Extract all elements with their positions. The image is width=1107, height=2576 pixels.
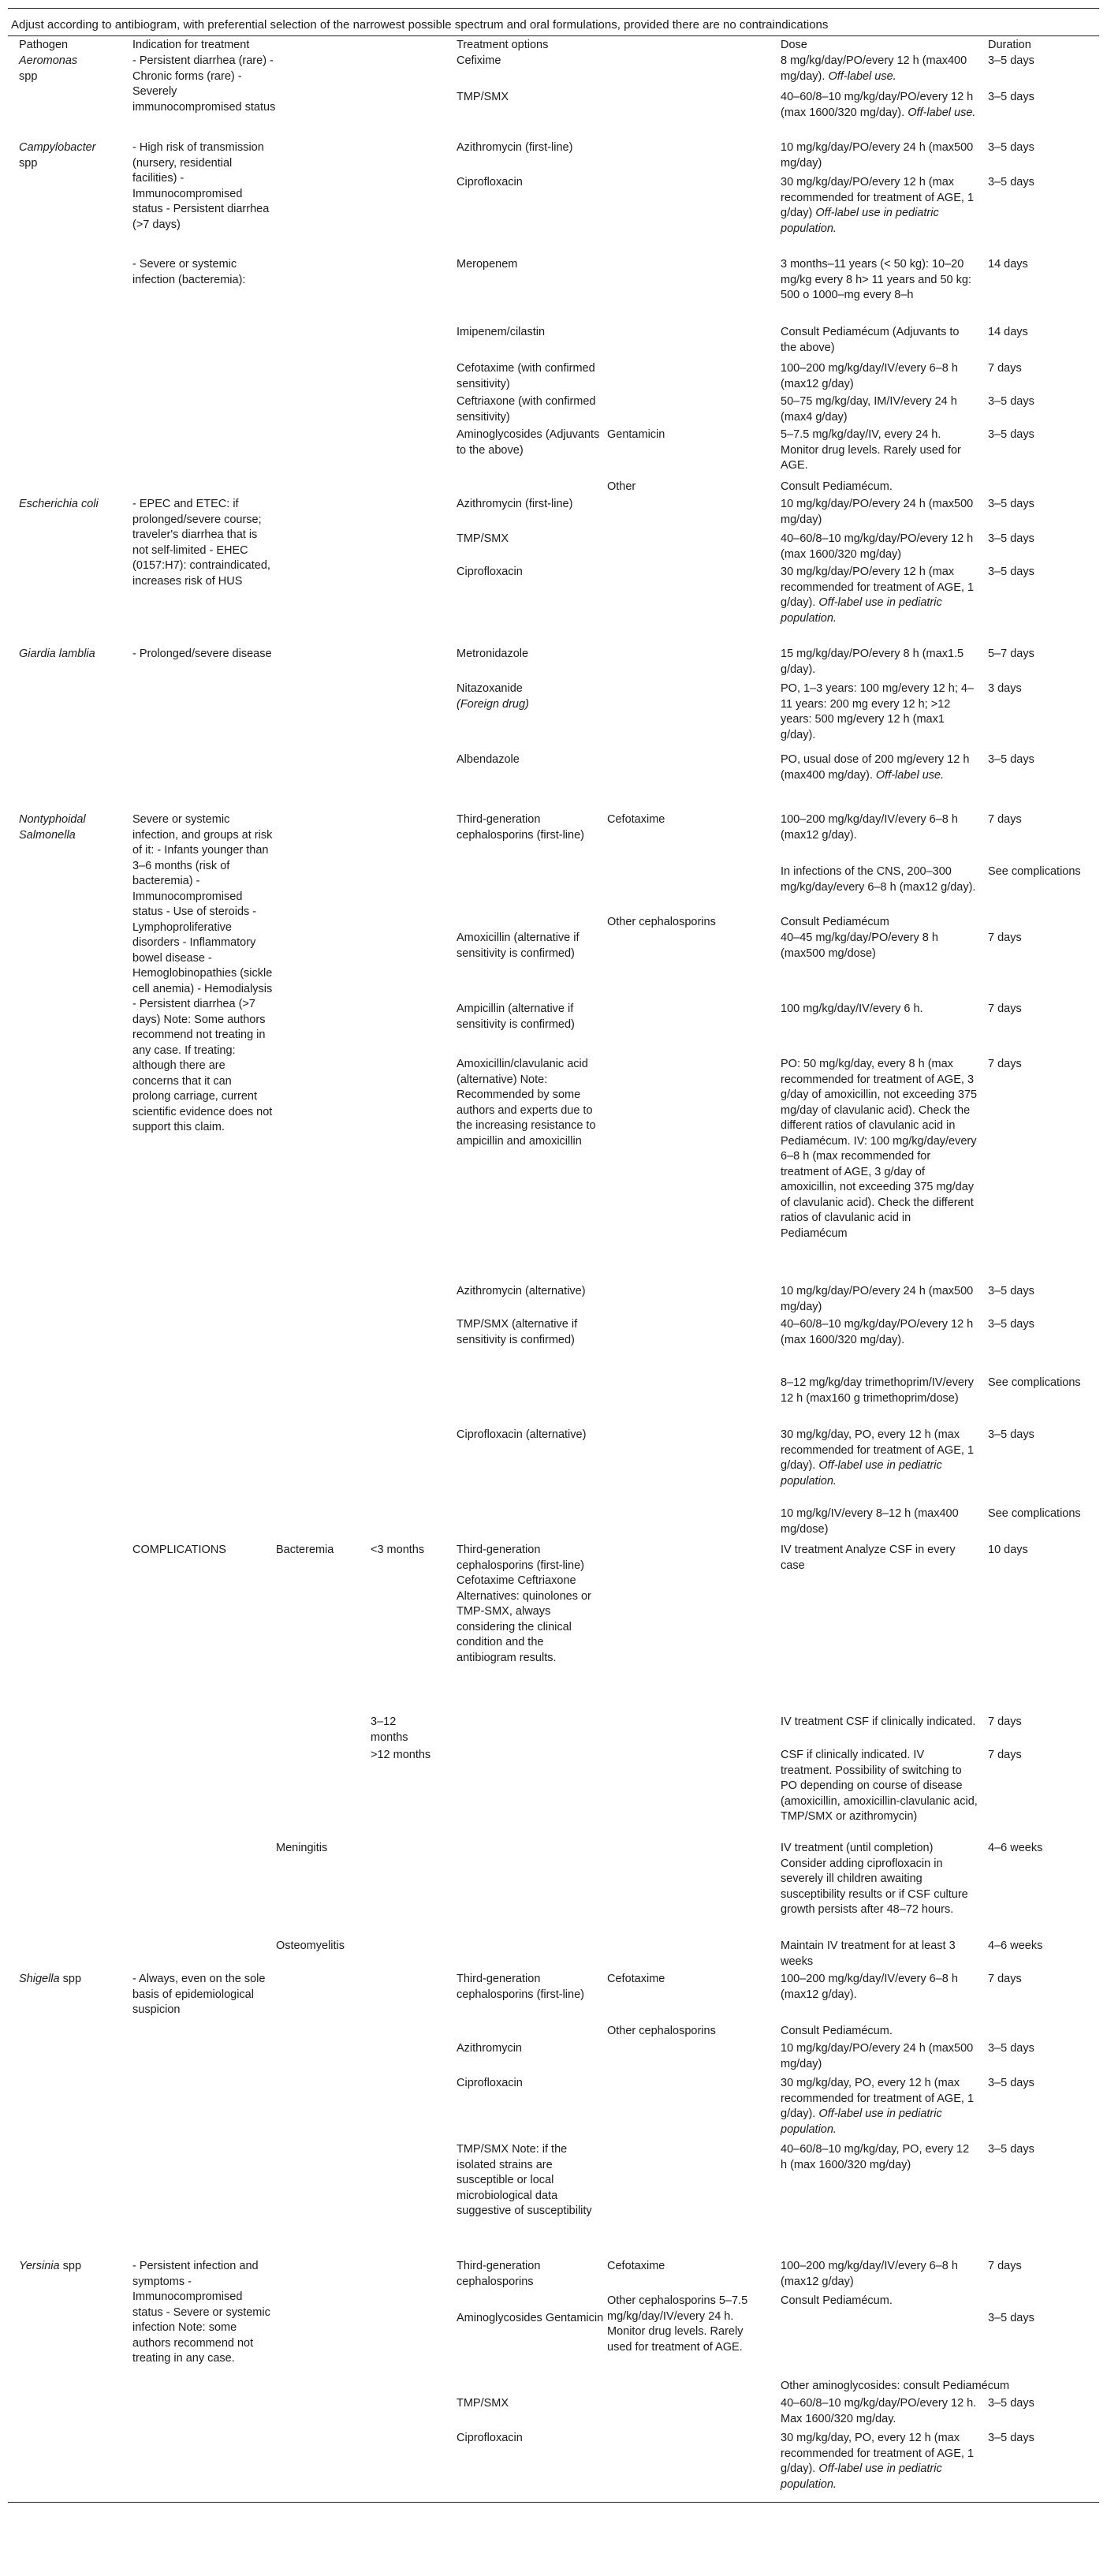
option-imipenem: Imipenem/cilastin: [457, 326, 546, 338]
duration-meropenem: 14 days: [988, 258, 1028, 271]
dose-bacteremia-under-3-months: IV treatment Analyze CSF in every case: [781, 1544, 956, 1572]
sub-other-cephalosporins: Other cephalosporins: [607, 916, 716, 928]
duration-ciprofloxacin: 3–5 days: [988, 176, 1034, 189]
option-ciprofloxacin: Ciprofloxacin: [457, 176, 523, 189]
header-pathogen: Pathogen: [19, 39, 69, 51]
dose-amoxicillin-clavulanic: PO: 50 mg/kg/day, every 8 h (max recommended for treatment of AGE, 3 g/day of amoxicillin, not exceeding 375 mg/day of clavulanic acid). Check the different ratios of clavulanic acid in Pediamécum. IV: 100 mg/kg/day/every 6–8 h (max recommended for treatment of AGE, 3 g/day of amoxicillin, not exceeding 375 mg/day of clavulanic acid). Check the different ratios of clavulanic acid in Pediamécum: [781, 1058, 978, 1240]
duration-cefotaxime: 7 days: [988, 2260, 1022, 2272]
indication-yersinia: - Persistent infection and symptoms - Immunocompromised status - Severe or systemic infection Note: some authors recommend not treating in any case.: [132, 2260, 270, 2365]
sub-other-cephalosporins: Other cephalosporins 5–7.5 mg/kg/day/IV/every 24 h. Monitor drug levels. Rarely used for treatment of AGE.: [607, 2294, 748, 2354]
dose-ciprofloxacin: 30 mg/kg/day/PO/every 12 h (max recommended for treatment of AGE, 1 g/day) Off-label use in pediatric population.: [781, 176, 975, 235]
top-rule: [8, 8, 1099, 9]
duration-ciprofloxacin: 3–5 days: [988, 1428, 1034, 1441]
duration-metronidazole: 5–7 days: [988, 648, 1034, 660]
dose-other: Consult Pediamécum.: [781, 480, 893, 493]
complication-meningitis: Meningitis: [276, 1842, 328, 1854]
dose-tmp-smx: 40–60/8–10 mg/kg/day/PO/every 12 h (max 1600/320 mg/day). Off-label use.: [781, 91, 976, 119]
option-ciprofloxacin: Ciprofloxacin: [457, 2432, 523, 2444]
duration-aminoglycosides: 3–5 days: [988, 2312, 1034, 2324]
duration-albendazole: 3–5 days: [988, 753, 1034, 766]
duration-tmp-smx: 3–5 days: [988, 2143, 1034, 2156]
duration-ampicillin: 7 days: [988, 1002, 1022, 1015]
option-ampicillin: Ampicillin (alternative if sensitivity is confirmed): [457, 1002, 575, 1031]
sub-cefotaxime: Cefotaxime: [607, 2260, 665, 2272]
option-tmp-smx: TMP/SMX: [457, 2397, 509, 2410]
duration-cefixime: 3–5 days: [988, 54, 1034, 67]
duration-imipenem: 14 days: [988, 326, 1028, 338]
pathogen-escherichia-coli: Escherichia coli: [19, 498, 99, 510]
option-aminoglycosides: Aminoglycosides Gentamicin: [457, 2312, 604, 2324]
header-treatment-options: Treatment options: [457, 39, 549, 51]
duration-tmp-smx: 3–5 days: [988, 91, 1034, 103]
dose-ciprofloxacin: 30 mg/kg/day/PO/every 12 h (max recommended for treatment of AGE, 1 g/day). Off-label use in pediatric population.: [781, 566, 975, 625]
option-aminoglycosides: Aminoglycosides (Adjuvants to the above): [457, 428, 600, 457]
dose-tmp-smx: 40–60/8–10 mg/kg/day/PO/every 12 h (max 1600/320 mg/day): [781, 532, 974, 561]
duration-gentamicin: 3–5 days: [988, 428, 1034, 441]
duration-cefotaxime: 7 days: [988, 1973, 1022, 1985]
dose-imipenem: Consult Pediamécum (Adjuvants to the above): [781, 326, 960, 354]
sub-gentamicin: Gentamicin: [607, 428, 665, 441]
option-ciprofloxacin: Ciprofloxacin: [457, 566, 523, 578]
option-azithromycin: Azithromycin (alternative): [457, 1285, 586, 1297]
option-ciprofloxacin: Ciprofloxacin (alternative): [457, 1428, 587, 1441]
indication-escherichia-coli: - EPEC and ETEC: if prolonged/severe course; traveler's diarrhea that is not self-limited - EHEC (0157:H7): contraindicated, increases risk of HUS: [132, 498, 270, 588]
table-caption: Adjust according to antibiogram, with preferential selection of the narrowest possible spectrum and oral formulations, provided there are no contraindications: [11, 18, 829, 32]
option-bacteremia: Third-generation cephalosporins (first-line) Cefotaxime Ceftriaxone Alternatives: quinolones or TMP-SMX, always considering the clinical condition and the antibiogram results.: [457, 1544, 591, 1664]
duration-amoxicillin-clavulanic: 7 days: [988, 1058, 1022, 1070]
bottom-rule: [8, 2502, 1099, 2503]
pathogen-campylobacter: Campylobacter spp: [19, 141, 96, 170]
header-dose: Dose: [781, 39, 807, 51]
dose-bacteremia-3-12-months: IV treatment CSF if clinically indicated.: [781, 1715, 976, 1728]
dose-azithromycin: 10 mg/kg/day/PO/every 24 h (max500 mg/day): [781, 141, 974, 170]
duration-tmp-smx: 3–5 days: [988, 2397, 1034, 2410]
caption-rule: [8, 35, 1099, 36]
dose-tmp-smx: 40–60/8–10 mg/kg/day, PO, every 12 h (max 1600/320 mg/day): [781, 2143, 970, 2171]
dose-amoxicillin: 40–45 mg/kg/day/PO/every 8 h (max500 mg/dose): [781, 931, 938, 960]
dose-cefixime: 8 mg/kg/day/PO/every 12 h (max400 mg/day). Off-label use.: [781, 54, 967, 83]
dose-meningitis: IV treatment (until completion) Consider adding ciprofloxacin in severely ill children awaiting susceptibility results or if CSF culture growth persists after 48–72 hours.: [781, 1842, 968, 1916]
duration-azithromycin: 3–5 days: [988, 141, 1034, 154]
dose-trimethoprim-iv: 8–12 mg/kg/day trimethoprim/IV/every 12 h (max160 g trimethoprim/dose): [781, 1376, 974, 1405]
dose-ampicillin: 100 mg/kg/day/IV/every 6 h.: [781, 1002, 923, 1015]
duration-osteomyelitis: 4–6 weeks: [988, 1939, 1043, 1952]
duration-tmp-smx: 3–5 days: [988, 1318, 1034, 1331]
dose-azithromycin: 10 mg/kg/day/PO/every 24 h (max500 mg/day): [781, 2042, 974, 2070]
option-metronidazole: Metronidazole: [457, 648, 529, 660]
option-amoxicillin: Amoxicillin (alternative if sensitivity is confirmed): [457, 931, 580, 960]
duration-nitazoxanide: 3 days: [988, 682, 1022, 695]
dose-meropenem: 3 months–11 years (< 50 kg): 10–20 mg/kg every 8 h> 11 years and 50 kg: 500 o 1000–mg every 8–h: [781, 258, 971, 301]
option-third-gen-cephalosporins: Third-generation cephalosporins: [457, 2260, 541, 2288]
dose-albendazole: PO, usual dose of 200 mg/every 12 h (max400 mg/day). Off-label use.: [781, 753, 970, 782]
dose-osteomyelitis: Maintain IV treatment for at least 3 weeks: [781, 1939, 956, 1968]
indication-shigella: - Always, even on the sole basis of epidemiological suspicion: [132, 1973, 266, 2016]
dose-ciprofloxacin: 30 mg/kg/day, PO, every 12 h (max recommended for treatment of AGE, 1 g/day). Off-label use in pediatric population.: [781, 2432, 975, 2491]
duration-ciprofloxacin: 3–5 days: [988, 566, 1034, 578]
option-third-gen-cephalosporins: Third-generation cephalosporins (first-line): [457, 1973, 584, 2001]
duration-azithromycin: 3–5 days: [988, 2042, 1034, 2055]
option-azithromycin: Azithromycin (first-line): [457, 498, 573, 510]
sub-cefotaxime: Cefotaxime: [607, 1973, 665, 1985]
duration-bacteremia-3-12-months: 7 days: [988, 1715, 1022, 1728]
duration-azithromycin: 3–5 days: [988, 1285, 1034, 1297]
duration-cefotaxime: 7 days: [988, 813, 1022, 826]
option-azithromycin: Azithromycin: [457, 2042, 522, 2055]
duration-ciprofloxacin: 3–5 days: [988, 2432, 1034, 2444]
dose-tmp-smx: 40–60/8–10 mg/kg/day/PO/every 12 h (max 1600/320 mg/day).: [781, 1318, 974, 1346]
option-azithromycin: Azithromycin (first-line): [457, 141, 573, 154]
complication-osteomyelitis: Osteomyelitis: [276, 1939, 345, 1952]
option-cefixime: Cefixime: [457, 54, 501, 67]
dose-cns-infection: In infections of the CNS, 200–300 mg/kg/day/every 6–8 h (max12 g/day).: [781, 865, 976, 894]
option-tmp-smx: TMP/SMX Note: if the isolated strains are susceptible or local microbiological data suggestive of susceptibility: [457, 2143, 592, 2217]
dose-bacteremia-over-12-months: CSF if clinically indicated. IV treatment. Possibility of switching to PO depending on course of disease (amoxicillin, amoxicillin-clavulanic acid, TMP/SMX or azithromycin): [781, 1749, 978, 1823]
dose-azithromycin: 10 mg/kg/day/PO/every 24 h (max500 mg/day): [781, 1285, 974, 1313]
dose-other-cephalosporins: Consult Pediamécum: [781, 916, 889, 928]
option-amoxicillin-clavulanic: Amoxicillin/clavulanic acid (alternative) Note: Recommended by some authors and experts due to the increasing resistance to ampicillin and amoxicillin: [457, 1058, 596, 1148]
indication-salmonella: Severe or systemic infection, and groups at risk of it: - Infants younger than 3–6 months (risk of bacteremia) - Immunocompromised status - Use of steroids - Lymphoproliferative disorders - Inflammatory bowel disease - Hemoglobinopathies (sickle cell anemia) - Hemodialysis - Persistent diarrhea (>7 days) Note: Some authors recommend not treating in any case. If treating: although there are concerns that it can prolong carriage, current scientific evidence does not support this claim.: [132, 813, 273, 1133]
duration-bacteremia-under-3-months: 10 days: [988, 1544, 1028, 1556]
dose-tmp-smx: 40–60/8–10 mg/kg/day/PO/every 12 h. Max 1600/320 mg/day.: [781, 2397, 977, 2425]
duration-ciprofloxacin-iv: See complications: [988, 1507, 1081, 1520]
sub-cefotaxime: Cefotaxime: [607, 813, 665, 826]
sub-other-cephalosporins: Other cephalosporins: [607, 2025, 716, 2037]
dose-other-cephalosporins: Consult Pediamécum.: [781, 2294, 893, 2307]
dose-nitazoxanide: PO, 1–3 years: 100 mg/every 12 h; 4–11 years: 200 mg every 12 h; >12 years: 500 mg/every 12 h (max1 g/day).: [781, 682, 975, 741]
indication-campylobacter-2: - Severe or systemic infection (bacteremia):: [132, 258, 246, 286]
duration-amoxicillin: 7 days: [988, 931, 1022, 944]
option-tmp-smx: TMP/SMX (alternative if sensitivity is confirmed): [457, 1318, 578, 1346]
option-ceftriaxone: Ceftriaxone (with confirmed sensitivity): [457, 395, 596, 424]
dose-cefotaxime: 100–200 mg/kg/day/IV/every 6–8 h (max12 g/day): [781, 362, 958, 390]
option-cefotaxime: Cefotaxime (with confirmed sensitivity): [457, 362, 595, 390]
option-albendazole: Albendazole: [457, 753, 520, 766]
complications-label: COMPLICATIONS: [132, 1544, 226, 1556]
pathogen-giardia-lamblia: Giardia lamblia: [19, 648, 95, 660]
sub-other: Other: [607, 480, 636, 493]
dose-azithromycin: 10 mg/kg/day/PO/every 24 h (max500 mg/day): [781, 498, 974, 526]
option-meropenem: Meropenem: [457, 258, 518, 271]
option-ciprofloxacin: Ciprofloxacin: [457, 2077, 523, 2089]
pathogen-yersinia: Yersinia spp: [19, 2260, 82, 2272]
duration-ciprofloxacin: 3–5 days: [988, 2077, 1034, 2089]
dose-ciprofloxacin: 30 mg/kg/day, PO, every 12 h (max recommended for treatment of AGE, 1 g/day). Off-label use in pediatric population.: [781, 2077, 975, 2136]
duration-tmp-smx: 3–5 days: [988, 532, 1034, 545]
option-tmp-smx: TMP/SMX: [457, 91, 509, 103]
age-under-3-months: <3 months: [371, 1544, 425, 1556]
option-nitazoxanide: Nitazoxanide (Foreign drug): [457, 682, 529, 711]
indication-giardia: - Prolonged/severe disease: [132, 648, 272, 660]
indication-aeromonas: - Persistent diarrhea (rare) - Chronic forms (rare) - Severely immunocompromised status: [132, 54, 276, 114]
duration-ceftriaxone: 3–5 days: [988, 395, 1034, 408]
duration-meningitis: 4–6 weeks: [988, 1842, 1043, 1854]
dose-metronidazole: 15 mg/kg/day/PO/every 8 h (max1.5 g/day).: [781, 648, 964, 676]
age-3-12-months: 3–12 months: [371, 1715, 408, 1744]
option-third-gen-cephalosporins: Third-generation cephalosporins (first-line): [457, 813, 584, 842]
complication-bacteremia: Bacteremia: [276, 1544, 334, 1556]
duration-azithromycin: 3–5 days: [988, 498, 1034, 510]
duration-trimethoprim-iv: See complications: [988, 1376, 1081, 1389]
dose-other-cephalosporins: Consult Pediamécum.: [781, 2025, 893, 2037]
header-duration: Duration: [988, 39, 1031, 51]
dose-other-aminoglycosides: Other aminoglycosides: consult Pediamécum: [781, 2380, 1010, 2392]
dose-cefotaxime: 100–200 mg/kg/day/IV/every 6–8 h (max12 g/day).: [781, 1973, 958, 2001]
duration-cefotaxime: 7 days: [988, 362, 1022, 375]
pathogen-nontyphoidal-salmonella: Nontyphoidal Salmonella: [19, 813, 86, 842]
pathogen-aeromonas: Aeromonas spp: [19, 54, 78, 83]
dose-gentamicin: 5–7.5 mg/kg/day/IV, every 24 h. Monitor drug levels. Rarely used for AGE.: [781, 428, 961, 472]
header-indication: Indication for treatment: [132, 39, 250, 51]
dose-ceftriaxone: 50–75 mg/kg/day, IM/IV/every 24 h (max4 g/day): [781, 395, 957, 424]
pathogen-shigella: Shigella spp: [19, 1973, 82, 1985]
dose-cefotaxime: 100–200 mg/kg/day/IV/every 6–8 h (max12 g/day): [781, 2260, 958, 2288]
duration-cns-infection: See complications: [988, 865, 1081, 878]
indication-campylobacter-1: - High risk of transmission (nursery, residential facilities) - Immunocompromised status - Persistent diarrhea (>7 days): [132, 141, 270, 231]
option-tmp-smx: TMP/SMX: [457, 532, 509, 545]
dose-ciprofloxacin-iv: 10 mg/kg/IV/every 8–12 h (max400 mg/dose): [781, 1507, 959, 1536]
dose-cefotaxime: 100–200 mg/kg/day/IV/every 6–8 h (max12 g/day).: [781, 813, 958, 842]
dose-ciprofloxacin: 30 mg/kg/day, PO, every 12 h (max recommended for treatment of AGE, 1 g/day). Off-label use in pediatric population.: [781, 1428, 975, 1488]
duration-bacteremia-over-12-months: 7 days: [988, 1749, 1022, 1761]
age-over-12-months: >12 months: [371, 1749, 431, 1761]
